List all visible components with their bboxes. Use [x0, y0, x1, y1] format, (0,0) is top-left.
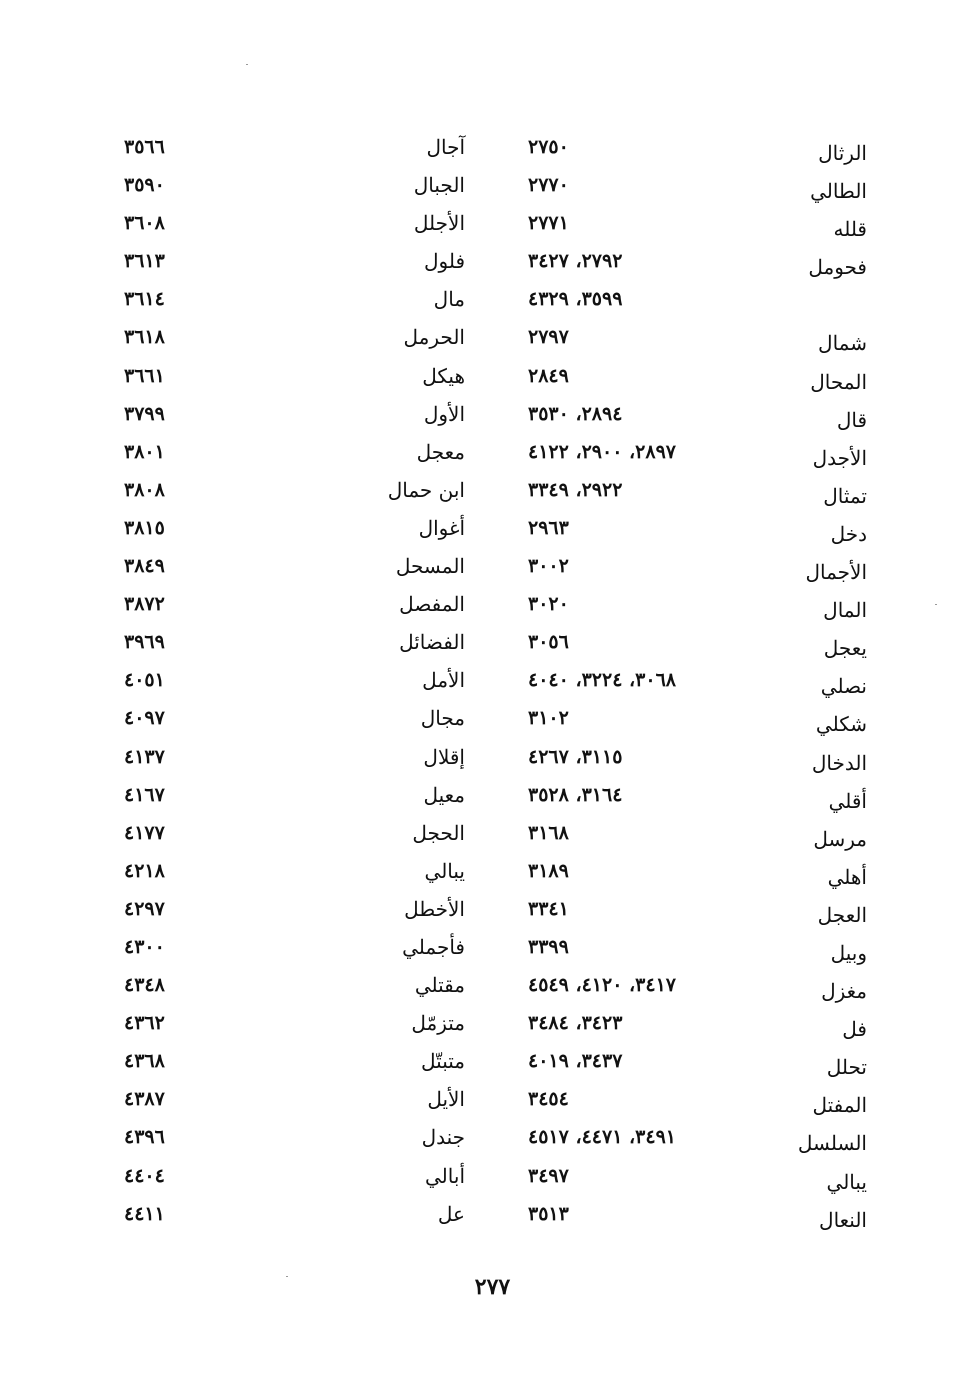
rhyme-word-b: مقتلي — [414, 973, 465, 998]
verse-numbers-a: ٢٨٤٩ — [528, 364, 569, 387]
index-row — [0, 1080, 953, 1118]
verse-numbers-a: ٣٤٩١، ٤٤٧١، ٤٥١٧ — [528, 1126, 676, 1149]
verse-number-b: ٤٣٨٧ — [124, 1088, 165, 1111]
verse-numbers-a: ٢٧٥٠ — [528, 136, 569, 158]
rhyme-word-b: الحرمل — [403, 325, 465, 350]
verse-number-b: ٣٧٩٩ — [124, 402, 165, 425]
index-row — [0, 928, 953, 966]
verse-number-b: ٤٤١١ — [124, 1202, 165, 1225]
rhyme-word-b: مال — [433, 287, 465, 312]
rhyme-word-a: الطالي — [810, 179, 867, 204]
rhyme-word-b: إقلال — [423, 744, 465, 769]
rhyme-word-b: الجبال — [413, 173, 465, 198]
index-row — [0, 547, 953, 585]
verse-number-b: ٣٩٦٩ — [124, 631, 165, 654]
verse-numbers-a: ٣١٦٤، ٣٥٢٨ — [528, 783, 623, 806]
index-row — [0, 699, 953, 737]
verse-number-b: ٤٣٦٢ — [124, 1012, 165, 1035]
rhyme-word-a: الدخال — [811, 750, 867, 775]
rhyme-word-b: آجال — [426, 135, 465, 159]
index-row — [0, 890, 953, 928]
index-row — [0, 776, 953, 814]
rhyme-word-a: أهلي — [827, 864, 867, 889]
verse-numbers-a: ٣٠٦٨، ٣٢٢٤، ٤٠٤٠ — [528, 669, 676, 692]
index-row — [0, 1042, 953, 1080]
rhyme-word-a: قال — [836, 407, 867, 432]
verse-numbers-a: ٢٨٩٧، ٢٩٠٠، ٤١٢٢ — [528, 440, 676, 463]
rhyme-word-a: الأجدل — [812, 445, 867, 470]
rhyme-word-a: فحومل — [808, 255, 867, 280]
verse-numbers-a: ٣٥١٣ — [528, 1202, 569, 1225]
verse-number-b: ٣٨٤٩ — [124, 555, 165, 578]
index-row — [0, 1195, 953, 1233]
verse-number-b: ٤٠٩٧ — [124, 707, 165, 730]
rhyme-word-a: النعال — [819, 1207, 867, 1232]
rhyme-word-a: تمثال — [823, 483, 867, 508]
rhyme-word-b: أغوال — [418, 515, 465, 540]
verse-numbers-a: ٣٤١٧، ٤١٢٠، ٤٥٤٩ — [528, 974, 676, 997]
verse-numbers-a: ٣٤٥٤ — [528, 1088, 569, 1111]
verse-number-b: ٣٦٦١ — [124, 364, 165, 387]
verse-number-b: ٣٨٧٢ — [124, 593, 165, 616]
rhyme-word-a: دخل — [830, 521, 867, 546]
index-row — [0, 204, 953, 242]
rhyme-word-b: جندل — [421, 1125, 465, 1150]
verse-numbers-a: ٢٩٦٣ — [528, 516, 569, 539]
verse-numbers-a: ٣٤٩٧ — [528, 1164, 569, 1187]
verse-number-b: ٤٢١٨ — [124, 859, 165, 882]
verse-number-b: ٣٥٩٠ — [124, 174, 165, 197]
verse-number-b: ٤٢٩٧ — [124, 897, 165, 920]
rhyme-word-a: الأجمال — [805, 560, 867, 585]
index-row — [0, 623, 953, 661]
rhyme-word-a: مرسل — [813, 826, 867, 851]
verse-number-b: ٣٨١٥ — [124, 516, 165, 539]
index-row — [0, 661, 953, 699]
verse-numbers-a: ٣٠٢٠ — [528, 593, 569, 616]
rhyme-word-b: مجال — [420, 706, 465, 731]
rhyme-word-a: يبالي — [826, 1169, 867, 1194]
rhyme-word-b: المفصل — [399, 592, 465, 617]
verse-number-b: ٤٣٦٨ — [124, 1050, 165, 1073]
index-row — [0, 966, 953, 1004]
index-row — [0, 1157, 953, 1195]
verse-number-b: ٤١٣٧ — [124, 745, 165, 768]
rhyme-word-b: معجل — [416, 439, 465, 464]
verse-numbers-a: ٣١٨٩ — [528, 859, 569, 882]
rhyme-word-b: متبتّل — [421, 1049, 465, 1074]
verse-numbers-a: ٣١١٥، ٤٢٦٧ — [528, 745, 623, 768]
verse-number-b: ٤٣٤٨ — [124, 974, 165, 997]
rhyme-word-a: قلله — [833, 217, 867, 242]
rhyme-word-b: الحجل — [412, 820, 465, 845]
index-row — [0, 242, 953, 280]
rhyme-word-b: فأجملي — [402, 934, 465, 959]
index-row — [0, 738, 953, 776]
index-row — [0, 1118, 953, 1156]
verse-number-b: ٤٣٠٠ — [124, 935, 165, 958]
rhyme-word-b: الأجلل — [413, 211, 465, 236]
verse-number-b: ٣٦١٨ — [124, 326, 165, 349]
verse-numbers-a: ٢٧٧٠ — [528, 174, 569, 197]
verse-number-b: ٣٦١٣ — [124, 250, 165, 273]
rhyme-word-a: الرثال — [818, 141, 867, 165]
rhyme-word-b: المسحل — [395, 554, 465, 579]
rhyme-word-b: عل — [437, 1201, 465, 1226]
index-row — [0, 433, 953, 471]
rhyme-word-a: نصلي — [820, 674, 867, 699]
verse-numbers-a: ٢٧٩٧ — [528, 326, 569, 349]
index-row — [0, 585, 953, 623]
index-row — [0, 852, 953, 890]
index-row — [0, 318, 953, 356]
rhyme-word-b: أبالي — [425, 1163, 465, 1188]
index-row — [0, 471, 953, 509]
rhyme-word-a: تحلل — [826, 1055, 867, 1080]
verse-number-b: ٣٦١٤ — [124, 288, 165, 311]
rhyme-word-b: ابن حمال — [387, 477, 465, 502]
rhyme-word-a: المال — [823, 598, 867, 623]
verse-numbers-a: ٣٣٩٩ — [528, 935, 569, 958]
verse-number-b: ٤٤٠٤ — [124, 1164, 165, 1187]
verse-numbers-a: ٢٧٩٢، ٣٤٢٧ — [528, 250, 623, 273]
verse-number-b: ٣٨٠١ — [124, 440, 165, 463]
verse-numbers-a: ٣١٦٨ — [528, 821, 569, 844]
rhyme-word-b: الأمل — [422, 668, 465, 693]
rhyme-word-a: مغزل — [821, 979, 867, 1004]
rhyme-word-b: يبالي — [424, 858, 465, 883]
rhyme-word-a: العجل — [817, 902, 867, 927]
verse-number-b: ٣٨٠٨ — [124, 478, 165, 501]
rhyme-word-a: وبيل — [830, 940, 867, 965]
index-table — [0, 128, 953, 1233]
page-number: ٢٧٧ — [474, 1274, 511, 1300]
scan-speck — [246, 64, 248, 65]
rhyme-word-b: متزمّل — [411, 1011, 465, 1036]
verse-number-b: ٣٥٦٦ — [124, 136, 165, 158]
verse-number-b: ٤١٧٧ — [124, 821, 165, 844]
rhyme-word-b: الأول — [423, 401, 465, 426]
verse-numbers-a: ٣٣٤١ — [528, 897, 569, 920]
verse-numbers-a: ٣٤٣٧، ٤٠١٩ — [528, 1050, 623, 1073]
verse-numbers-a: ٣٤٢٣، ٣٤٨٤ — [528, 1012, 623, 1035]
verse-numbers-a: ٣٥٩٩، ٤٣٢٩ — [528, 288, 623, 311]
rhyme-word-b: الأخطل — [404, 896, 465, 921]
rhyme-word-a: المفتل — [812, 1093, 867, 1118]
rhyme-word-a: فل — [842, 1017, 867, 1042]
rhyme-word-b: الأيل — [427, 1087, 465, 1112]
rhyme-word-b: فلول — [423, 249, 465, 274]
verse-numbers-a: ٣٠٠٢ — [528, 555, 569, 578]
index-row — [0, 509, 953, 547]
rhyme-word-a: السلسل — [797, 1131, 867, 1156]
verse-number-b: ٤١٦٧ — [124, 783, 165, 806]
verse-numbers-a: ٢٩٢٢، ٣٣٤٩ — [528, 478, 623, 501]
verse-number-b: ٤٠٥١ — [124, 669, 165, 692]
rhyme-word-b: هيكل — [422, 363, 465, 388]
index-row — [0, 395, 953, 433]
verse-numbers-a: ٣١٠٢ — [528, 707, 569, 730]
index-row — [0, 814, 953, 852]
verse-number-b: ٣٦٠٨ — [124, 212, 165, 235]
index-row — [0, 166, 953, 204]
verse-numbers-a: ٢٨٩٤، ٣٥٣٠ — [528, 402, 623, 425]
rhyme-word-b: الفضائل — [399, 630, 465, 655]
rhyme-word-a: شمال — [818, 331, 867, 356]
verse-numbers-a: ٣٠٥٦ — [528, 631, 569, 654]
verse-numbers-a: ٢٧٧١ — [528, 212, 569, 235]
rhyme-word-a: أقلي — [828, 788, 867, 813]
index-row — [0, 357, 953, 395]
index-row — [0, 1004, 953, 1042]
rhyme-word-a: المحال — [810, 369, 867, 394]
verse-number-b: ٤٣٩٦ — [124, 1126, 165, 1149]
index-row — [0, 128, 953, 166]
rhyme-word-a: يعجل — [823, 636, 867, 661]
index-row — [0, 280, 953, 318]
rhyme-word-b: معيل — [423, 782, 465, 807]
rhyme-word-a: شكلي — [815, 712, 867, 737]
